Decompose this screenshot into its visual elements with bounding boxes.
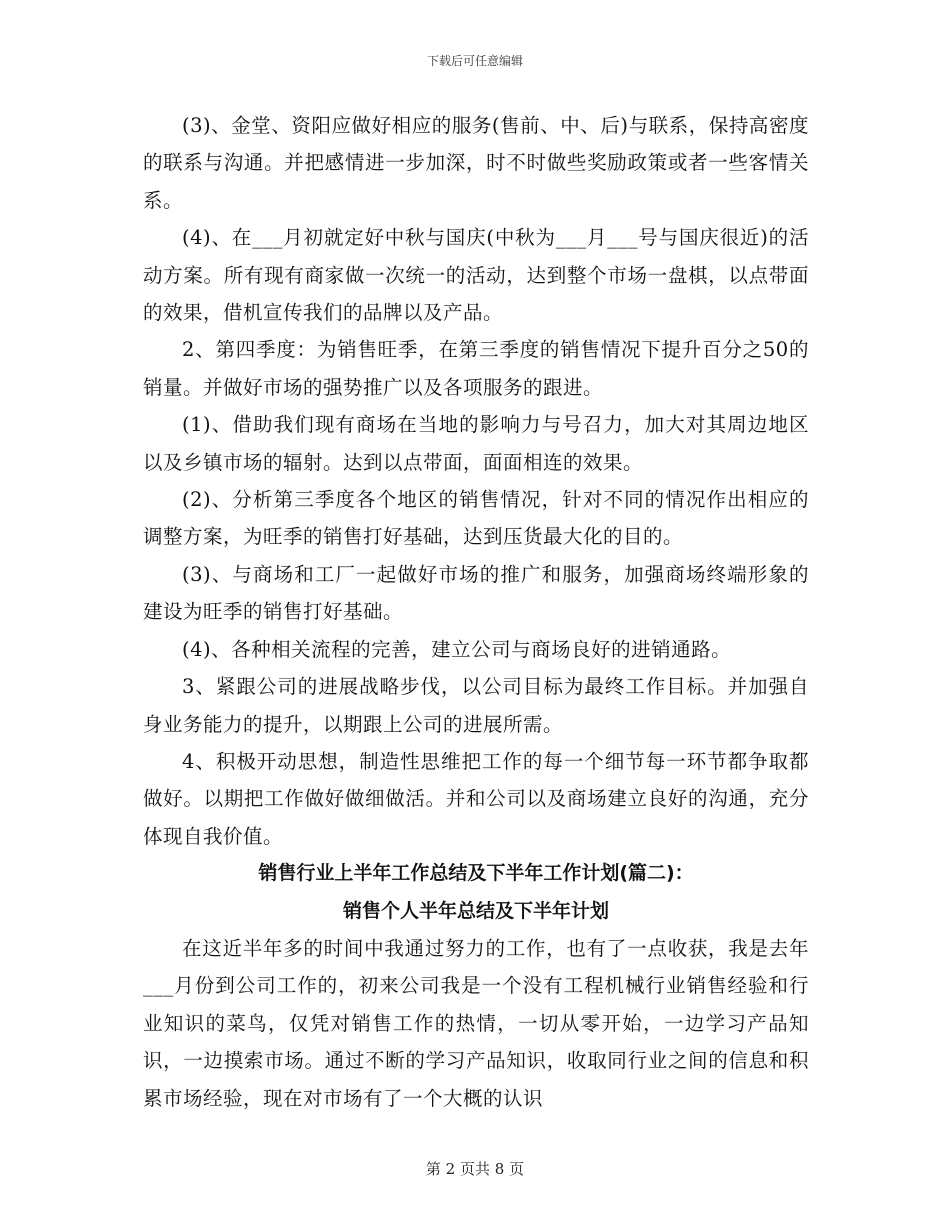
document-body [143, 107, 809, 1117]
paragraph: (3)、与商场和工厂一起做好市场的推广和服务，加强商场终端形象的建设为旺季的销售打好基础。 [143, 562, 809, 624]
section-subheading: 销售个人半年总结及下半年计划 [342, 899, 609, 922]
paragraph: 在这近半年多的时间中我通过努力的工作，也有了一点收获，我是去年___月份到公司工作的，初来公司我是一个没有工程机械行业销售经验和行业知识的菜鸟，仅凭对销售工作的热情，一切从零开始，一边学习产品知识，一边摸索市场。通过不断的学习产品知识，收取同行业之间的信息和积累市场经验，现在对市场有了一个大概的认识 [143, 936, 809, 1110]
paragraph: 2、第四季度：为销售旺季，在第三季度的销售情况下提升百分之50的销量。并做好市场的强势推广以及各项服务的跟进。 [143, 338, 809, 399]
paragraph: (4)、在___月初就定好中秋与国庆(中秋为___月___号与国庆很近)的活动方案。所有现有商家做一次统一的活动，达到整个市场一盘棋，以点带面的效果，借机宣传我们的品牌以及产品。 [143, 226, 809, 325]
paragraph: 3、紧跟公司的进展战略步伐，以公司目标为最终工作目标。并加强自身业务能力的提升，以期跟上公司的进展所需。 [143, 675, 809, 736]
page-footer: 第 2 页共 8 页 [425, 1160, 525, 1178]
paragraph: (2)、分析第三季度各个地区的销售情况，针对不同的情况作出相应的调整方案，为旺季的销售打好基础，达到压货最大化的目的。 [143, 488, 809, 549]
paragraph: (4)、各种相关流程的完善，建立公司与商场良好的进销通路。 [182, 637, 732, 661]
page-header: 下载后可任意编辑 [426, 54, 523, 68]
section-heading: 销售行业上半年工作总结及下半年工作计划(篇二)： [258, 862, 694, 885]
paragraph: 4、积极开动思想，制造性思维把工作的每一个细节每一环节都争取都做好。以期把工作做好做细做活。并和公司以及商场建立良好的沟通，充分体现自我价值。 [143, 749, 809, 848]
paragraph: (1)、借助我们现有商场在当地的影响力与号召力，加大对其周边地区以及乡镇市场的辐射。达到以点带面，面面相连的效果。 [143, 413, 809, 474]
paragraph: (3)、金堂、资阳应做好相应的服务(售前、中、后)与联系，保持高密度的联系与沟通。并把感情进一步加深，时不时做些奖励政策或者一些客情关系。 [143, 114, 809, 212]
